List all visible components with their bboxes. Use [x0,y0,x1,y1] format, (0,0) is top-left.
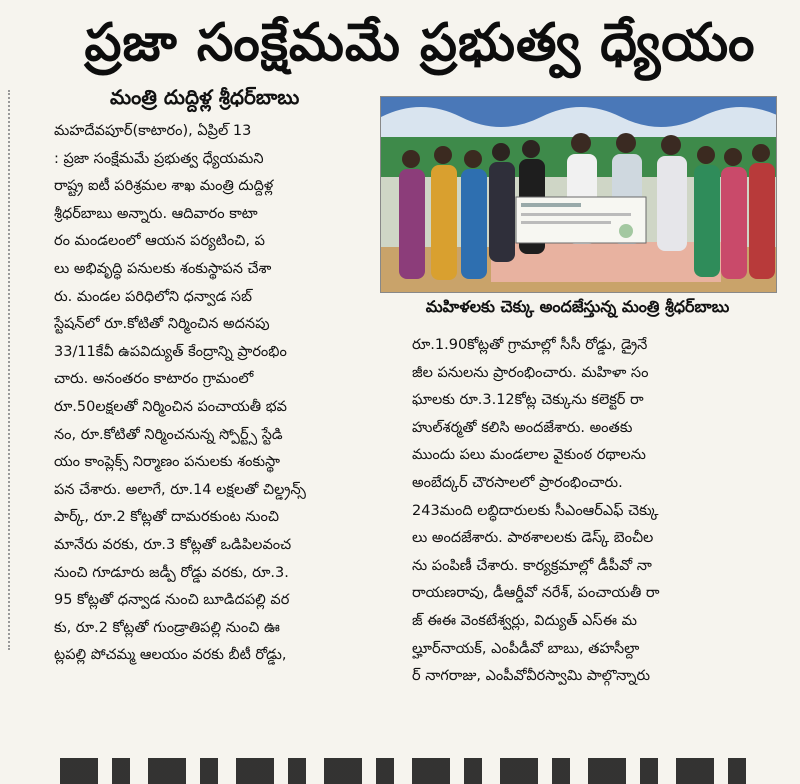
text-line: రూ.1.90కోట్లతో గ్రామాల్లో సీసీ రోడ్డు, డ్రైనే [412,337,648,353]
text-line: హుల్‌శర్మతో కలిసి అందజేశారు. అంతకు [412,419,633,436]
text-line: రాయణరావు, డీఆర్డీవో నరేశ్‌, పంచాయతీ రా [412,585,660,602]
text-line: శ్రీధర్‌బాబు అన్నారు. ఆదివారం కాటా [54,205,258,222]
text-line: ఘాలకు రూ.3.12కోట్ల చెక్కును కలెక్టర్‌ రా [412,392,644,409]
photo-illustration [381,97,776,292]
article-right-column [412,332,782,691]
text-line: : ప్రజా సంక్షేమమే ప్రభుత్వ ధ్యేయమని [54,150,264,167]
text-line: రు. మండల పరిధిలోని ధన్వాడ సబ్‌ [54,288,252,305]
text-line: 243మంది లబ్ధిదారులకు సీఎంఆర్‌ఎఫ్‌ చెక్కు [412,502,659,519]
text-line: రం మండలంలో ఆయన పర్యటించి, ప [54,233,265,250]
text-line: నుంచి గూడూరు జడ్పీ రోడ్డు వరకు, రూ.3. [54,564,289,581]
text-line: 95 కోట్లతో ధన్వాడ నుంచి బూడిదపల్లి వర [54,592,290,609]
text-line: లు అందజేశారు. పాఠశాలలకు డెస్క్‌ బెంచీల [412,530,654,547]
headline: ప్రజా సంక్షేమమే ప్రభుత్వ ధ్యేయం [84,13,756,73]
text-line: ట్లపల్లి పోచమ్మ ఆలయం వరకు బీటీ రోడ్డు, [54,647,287,664]
text-line: 33/11కేవీ ఉపవిద్యుత్‌ కేంద్రాన్ని ప్రారంభిం [54,343,287,360]
text-line: యం కాంప్లెక్స్‌ నిర్మాణం పనులకు శంకుస్థా [54,454,280,471]
text-line: లు అభివృద్ధి పనులకు శంకుస్థాపన చేశా [54,260,272,277]
text-line: ను పంపిణీ చేశారు. కార్యక్రమాల్లో డీపీవో నా [412,557,652,574]
news-photo [380,96,777,293]
text-line: స్టేషన్‌లో రూ.కోటితో నిర్మించిన అదనపు [54,316,270,333]
next-headline-cutoff [60,758,760,784]
text-line: అంబేద్కర్‌ చౌరసాలలో ప్రారంభించారు. [412,474,623,491]
subheadline: మంత్రి దుద్దిళ్ల శ్రీధర్‌బాబు [110,85,300,109]
text-line: రూ.50లక్షలతో నిర్మించిన పంచాయతీ భవ [54,398,287,415]
photo-caption: మహిళలకు చెక్కు అందజేస్తున్న మంత్రి శ్రీధర్‌బాబు [425,297,730,316]
text-line: నం, రూ.కోటితో నిర్మించనున్న స్పోర్ట్స్‌ స్టేడి [54,426,283,443]
text-line: కు, రూ.2 కోట్లతో గుండ్రాతిపల్లి నుంచి ఊ [54,619,280,636]
text-line: మహదేవపూర్‌(కాటారం), ఏప్రిల్‌ 13 [54,123,252,139]
text-line: ముందు పలు మండలాల వైకుంఠ రథాలను [412,447,646,464]
text-line: ర్‌ నాగరాజు, ఎంపీవోవీరస్వామి పాల్గొన్నారు [412,668,651,685]
text-line: జీల పనులను ప్రారంభించారు. మహిళా సం [412,364,649,381]
article-left-column [54,118,399,670]
text-line: పార్క్‌, రూ.2 కోట్లతో దామరకుంట నుంచి [54,509,279,526]
margin-divider [8,90,13,650]
text-line: జ్‌ ఈఈ వెంకటేశ్వర్లు, విద్యుత్‌ ఎస్‌ఈ మ [412,612,637,629]
text-line: మానేరు వరకు, రూ.3 కోట్లతో ఒడిపిలవంచ [54,536,292,553]
text-line: రాష్ట్ర ఐటీ పరిశ్రమల శాఖ మంత్రి దుద్దిళ్ల [54,178,274,195]
text-line: పన చేశారు. అలాగే, రూ.14 లక్షలతో చిల్డ్రన్స్‌ [54,481,306,498]
text-line: చారు. అనంతరం కాటారం గ్రామంలో [54,371,254,388]
text-line: ల్హూర్‌నాయక్‌, ఎంపీడీవో బాబు, తహసీల్దా [412,640,640,657]
